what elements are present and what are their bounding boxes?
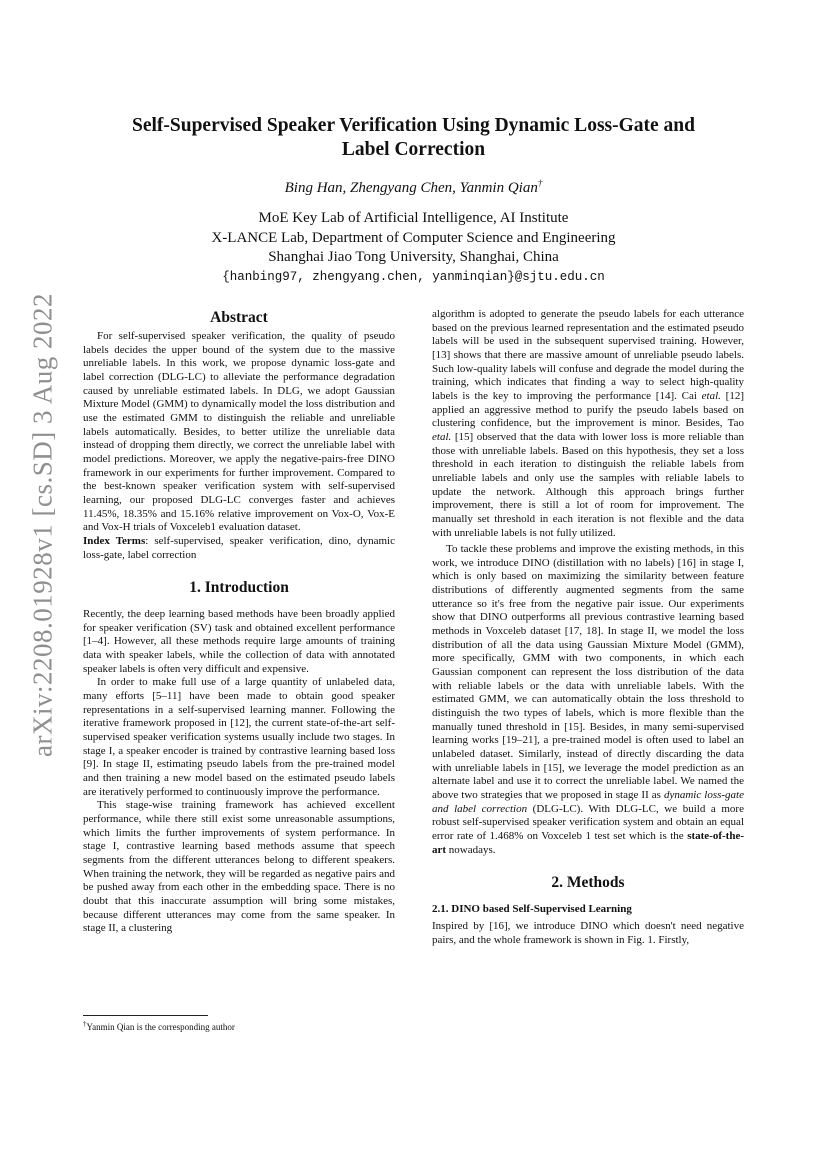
subsection-heading-dino: 2.1. DINO based Self-Supervised Learning <box>432 903 632 916</box>
author-emails: {hanbing97, zhengyang.chen, yanminqian}@sjtu.edu.cn <box>222 269 605 284</box>
text-run: (DLG-LC). With DLG-LC, we build a more robust self-supervised speaker verification system and obtain an equal error rate of 1.468% on Voxceleb 1 test set which is the <box>432 802 744 842</box>
text-run: nowadays. <box>446 843 496 856</box>
arxiv-identifier: arXiv:2208.01928v1 [cs.SD] 3 Aug 2022 <box>27 293 58 757</box>
index-terms-text: : self-supervised, speaker verification, dino, dynamic loss-gate, label correction <box>83 534 395 561</box>
text-run-italic: etal. <box>701 389 721 402</box>
author-mark: † <box>537 178 543 188</box>
footnote-text: Yanmin Qian is the corresponding author <box>86 1022 235 1032</box>
author-list <box>100 178 727 197</box>
affiliation-line-3: Shanghai Jiao Tong University, Shanghai, China <box>268 249 559 265</box>
author-names: Bing Han, Zhengyang Chen, Yanmin Qian <box>284 180 538 196</box>
abstract-heading: Abstract <box>210 309 268 326</box>
text-run-italic: dynamic loss-gate and label correction <box>432 788 744 815</box>
title-line-1: Self-Supervised Speaker Verification Using Dynamic Loss-Gate and <box>131 115 695 136</box>
intro-paragraph-3-continued <box>432 308 744 540</box>
footnote <box>83 1019 395 1033</box>
text-run-bold: state-of-the-art <box>432 829 744 856</box>
affiliation-block <box>100 209 727 287</box>
text-run: [15] observed that the data with lower loss is more reliable than those with unreliable labels. Based on this hypothesis, they set a loss threshold in each iteration to distinguish the reliable labels from unreliable labels and only use the samples with reliable labels to update the network. Although this approach brings further improvement, there is still a lot of room for improvement. The manually set threshold in each iteration is not flexible and the data with unreliable labels is not fully utilized. <box>432 430 744 539</box>
methods-paragraph-1: Inspired by [16], we introduce DINO which doesn't need negative pairs, and the whole framework is shown in Fig. 1. Firstly, <box>432 920 744 946</box>
paper-title <box>100 114 727 162</box>
affiliation-line-1: MoE Key Lab of Artificial Intelligence, AI Institute <box>258 210 569 226</box>
footnote-mark: † <box>83 1020 87 1028</box>
abstract-text: For self-supervised speaker verification, the quality of pseudo labels decides the upper bound of the system due to the massive unreliable labels. In this work, we propose dynamic loss-gate and label correction (DLG-LC) to alleviate the performance degradation caused by unreliable estimated labels. In DLG, we adopt Gaussian Mixture Model (GMM) to dynamically model the loss distribution and use the estimated GMM to distinguish the reliable and unreliable labels automatically. Besides, to better utilize the unreliable data instead of dropping them directly, we correct the unreliable label with model predictions. Moreover, we apply the negative-pairs-free DINO framework in our experiments for further improvement. Compared to the best-known speaker verification system with self-supervised learning, our proposed DLG-LC converges faster and achieves 11.45%, 18.35% and 15.16% relative improvement on Vox-O, Vox-E and Vox-H trials of Voxceleb1 evaluation dataset. <box>83 330 395 534</box>
index-terms-label: Index Terms <box>83 534 146 547</box>
right-column <box>432 308 744 948</box>
intro-paragraph-2: In order to make full use of a large quantity of unlabeled data, many efforts [5–11] have been made to obtain good speaker representations in a self-supervised learning manner. Following the iterative framework proposed in [12], the current state-of-the-art self-supervised speaker verification systems usually include two stages. In stage I, a speaker encoder is trained by contrastive learning based loss [9]. In stage II, estimating pseudo labels from the pre-trained model and then training a new model based on the estimated pseudo labels are iteratively performed to continuously improve the performance. <box>83 676 395 798</box>
intro-paragraph-1: Recently, the deep learning based methods have been broadly applied for speaker verification (SV) task and obtained excellent performance [1–4]. However, all these methods require large amounts of training data with speaker labels, while the collection of data with annotated speaker labels is often very difficult and expensive. <box>83 608 395 675</box>
title-line-2: Label Correction <box>341 139 486 160</box>
intro-paragraph-3: This stage-wise training framework has achieved excellent performance, while there still exist some unreasonable assumptions, which limits the further improvements of system performance. In stage I, contrastive learning based methods assume that speech segments from the different utterances belong to different speakers. When training the network, they will be regarded as negative pairs and be pushed away from each other in the embedding space. There is no doubt that this inaccurate assumption will bring some mistakes, because different utterances may come from the same speaker. In stage II, a clustering <box>83 799 395 935</box>
introduction-heading: 1. Introduction <box>189 579 289 597</box>
text-run: To tackle these problems and improve the existing methods, in this work, we introduce DINO (distillation with no labels) [16] in stage I, which is only based on maximizing the similarity between feature distributions of differently augmented segments from the same utterance so it's free from the negative pair issue. Our experiments show that DINO outperforms all previous contrastive learning based methods in Voxceleb dataset [17, 18]. In stage II, we model the loss distribution of all the data using Gaussian Mixture Model (GMM), more specifically, GMM with two components, in which each Gaussian component can represent the loss distribution of the data with reliable labels or the data with unreliable labels. With the estimated GMM, we can automatically obtain the loss threshold to distinguish the two types of labels, which is more flexible than the manually tuned threshold in [15]. Besides, in many semi-supervised learning works [19–21], a pre-trained model is often used to label an unlabeled dataset. Similarly, instead of directly discarding the data with unreliable labels in [15], we leverage the model prediction as an alternate label and use it to correct the unreliable label. We named the above two strategies that we proposed in stage II as <box>432 543 744 801</box>
methods-heading: 2. Methods <box>551 874 625 892</box>
left-column <box>83 308 395 936</box>
intro-paragraph-4 <box>432 543 744 857</box>
footnote-divider <box>83 1015 208 1016</box>
text-run-italic: etal. <box>432 430 452 443</box>
text-run: algorithm is adopted to generate the pseudo labels for each utterance based on the previous learned representation and the estimated pseudo labels will be used in the subsequent supervised training. However, [13] shows that there are massive amount of unreliable pseudo labels. Such low-quality labels will confuse and degrade the model during the training, which indicates that finding a way to select high-quality labels is the key to improving the performance [14]. Cai <box>432 308 744 402</box>
text-run: [12] applied an aggressive method to purify the pseudo labels based on clustering confidence, but the improvement is minor. Besides, Tao <box>432 389 744 430</box>
affiliation-line-2: X-LANCE Lab, Department of Computer Science and Engineering <box>211 229 616 246</box>
index-terms <box>83 535 395 562</box>
